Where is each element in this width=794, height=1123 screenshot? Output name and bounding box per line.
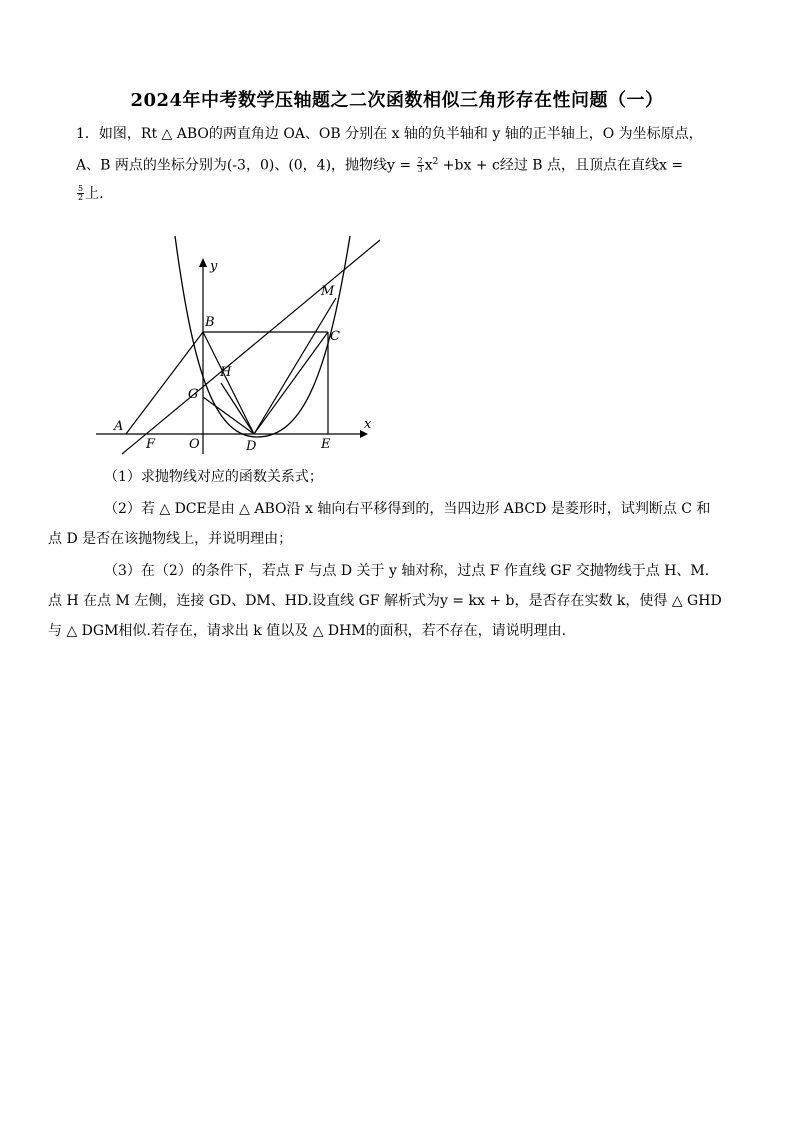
segment-gd	[203, 397, 254, 434]
segment-cd	[254, 332, 328, 434]
problem-line-3	[76, 183, 756, 205]
geometry-figure	[92, 232, 382, 460]
exponent: 2	[432, 157, 439, 167]
fraction-denominator: 3	[417, 165, 423, 175]
fraction-denominator: 2	[78, 193, 84, 203]
label-d: D	[246, 439, 257, 454]
line-gf	[122, 240, 380, 454]
label-x: x	[364, 417, 372, 432]
page-title: 2024年中考数学压轴题之二次函数相似三角形存在性问题（一）	[130, 90, 664, 111]
question-2-line-1: （2）若 △ DCE是由 △ ABO沿 x 轴向右平移得到的，当四边形 ABCD 是菱形时，试判断点 C 和	[104, 501, 711, 517]
label-f: F	[146, 437, 156, 452]
question-3-line-1: （3）在（2）的条件下，若点 F 与点 D 关于 y 轴对称，过点 F 作直线 GF 交抛物线于点 H、M.	[104, 563, 710, 579]
label-g: G	[188, 387, 199, 402]
fraction-five-halves	[77, 185, 84, 202]
label-b: B	[205, 315, 215, 330]
problem-statement	[76, 123, 756, 211]
question-3-line-3: 与 △ DGM相似.若存在，请求出 k 值以及 △ DHM的面积，若不存在，请说明理由.	[48, 623, 567, 639]
question-3-line-2: 点 H 在点 M 左侧，连接 GD、DM、HD.设直线 GF 解析式为y = kx + b，是否存在实数 k，使得 △ GHD	[48, 593, 722, 609]
text-segment: +bx + c经过 B 点，且顶点在直线x =	[438, 157, 684, 174]
segment-hd	[221, 383, 254, 434]
label-c: C	[330, 329, 340, 344]
text-segment: A、B 两点的坐标分别为(-3，0)、(0，4)，抛物线y =	[76, 157, 416, 174]
label-a: A	[114, 419, 124, 434]
label-m: M	[321, 284, 335, 299]
question-2-line-2: 点 D 是否在该抛物线上，并说明理由；	[48, 531, 293, 547]
label-y: y	[210, 259, 218, 274]
text-segment: x	[424, 157, 433, 174]
question-2	[48, 494, 756, 554]
fraction-two-thirds	[417, 157, 424, 174]
segment-bd	[203, 332, 254, 434]
problem-line-1: 1．如图，Rt △ ABO的两直角边 OA、OB 分别在 x 轴的负半轴和 y 轴的正半轴上，O 为坐标原点，	[76, 126, 703, 142]
segment-dm	[254, 298, 336, 434]
y-axis-arrow	[199, 258, 207, 267]
question-3	[48, 556, 756, 646]
problem-line-2	[76, 151, 756, 177]
label-e: E	[321, 437, 331, 452]
question-1: （1）求抛物线对应的函数关系式；	[104, 469, 323, 485]
label-o: O	[189, 437, 200, 452]
text-segment: 上.	[85, 185, 104, 202]
fraction-numerator: 5	[78, 184, 84, 194]
fraction-numerator: 2	[417, 156, 423, 166]
label-h: H	[220, 365, 232, 380]
